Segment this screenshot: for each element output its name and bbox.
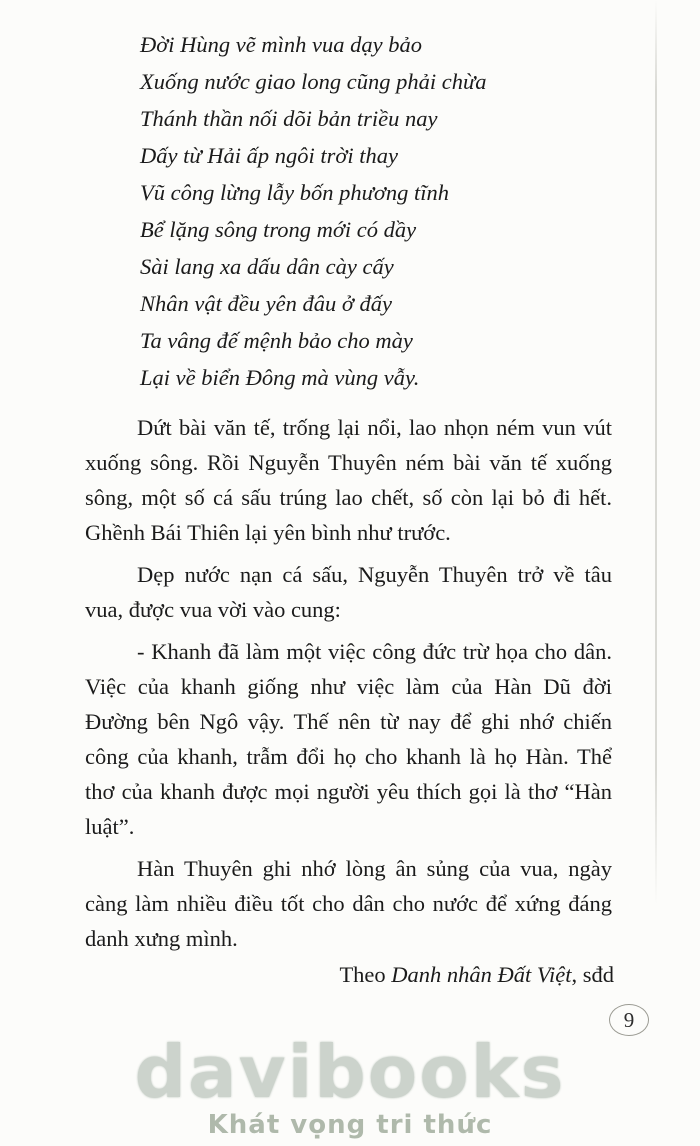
attribution-suffix: , sđd (571, 962, 614, 987)
poem-line: Lại về biển Đông mà vùng vẫy. (140, 365, 420, 390)
poem-line: Bể lặng sông trong mới có dầy (140, 217, 417, 242)
poem-line: Đời Hùng vẽ mình vua dạy bảo (140, 32, 422, 57)
poem-line: Thánh thần nối dõi bản triều nay (140, 106, 438, 131)
page-number: 9 (623, 1007, 635, 1032)
poem-line: Dấy từ Hải ấp ngôi trời thay (140, 143, 399, 168)
watermark-slogan: Khát vọng tri thức (207, 1110, 493, 1140)
source-attribution (85, 962, 614, 988)
poem-line: Xuống nước giao long cũng phải chừa (140, 69, 487, 94)
poem-line: Vũ công lừng lẫy bốn phương tĩnh (140, 180, 450, 205)
poem-line: Ta vâng đế mệnh bảo cho mày (140, 328, 413, 353)
poem-line: Sài lang xa dấu dân cày cấy (140, 254, 394, 279)
paragraph: Dẹp nước nạn cá sấu, Nguyễn Thuyên trở về tâu vua, được vua vời vào cung: (85, 562, 612, 622)
poem-line: Nhân vật đều yên đâu ở đấy (140, 291, 392, 316)
paragraph: Dứt bài văn tế, trống lại nổi, lao nhọn ném vun vút xuống sông. Rồi Nguyễn Thuyên ném bài văn tế xuống sông, một số cá sấu trúng lao chết, số còn lại bỏ đi hết. Ghềnh Bái Thiên lại yên bình như trước. (85, 415, 612, 545)
page-number-badge (609, 1004, 649, 1036)
paragraph: Hàn Thuyên ghi nhớ lòng ân sủng của vua, ngày càng làm nhiều điều tốt cho dân cho nước để xứng đáng danh xưng mình. (85, 856, 612, 951)
watermark-brand: davibooks (134, 1030, 566, 1114)
scan-edge-line (655, 0, 657, 905)
poem-block (140, 26, 640, 396)
watermark (0, 1030, 700, 1140)
attribution-prefix: Theo (339, 962, 392, 987)
paragraph: - Khanh đã làm một việc công đức trừ họa cho dân. Việc của khanh giống như việc làm của Hàn Dũ đời Đường bên Ngô vậy. Thế nên từ nay để ghi nhớ chiến công của khanh, trẫm đổi họ cho khanh là họ Hàn. Thể thơ của khanh được mọi người yêu thích gọi là thơ “Hàn luật”. (85, 639, 612, 839)
attribution-book-title: Danh nhân Đất Việt (391, 962, 572, 987)
